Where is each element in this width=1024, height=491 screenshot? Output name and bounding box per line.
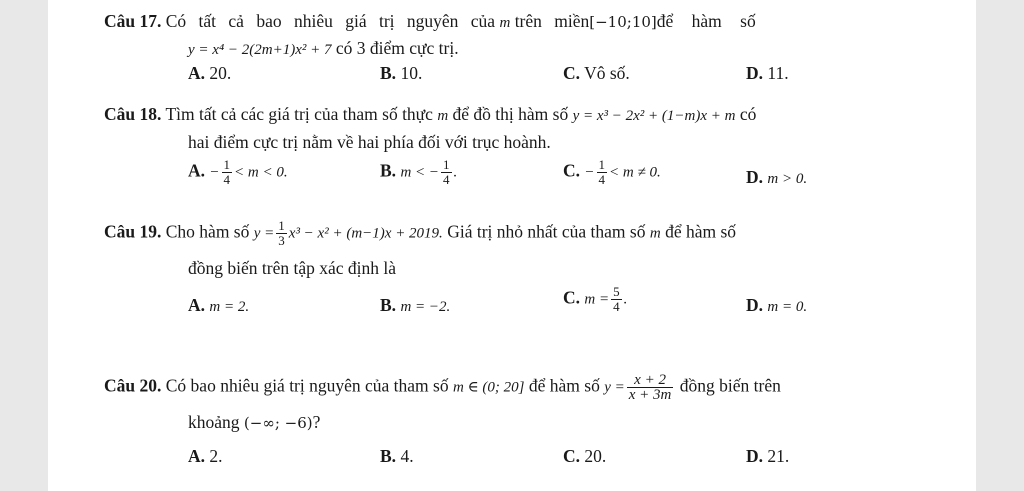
option-text: m = −2. — [400, 299, 451, 315]
option-letter: A. — [188, 295, 206, 315]
q17-formula: y = x⁴ − 2(2m+1)x² + 7 — [188, 42, 332, 58]
option-post: . — [453, 164, 458, 181]
q20-option-d[interactable] — [746, 445, 789, 467]
q17-option-a[interactable] — [188, 62, 231, 84]
q17-var: m — [499, 15, 511, 31]
option-letter: D. — [746, 167, 764, 187]
q18-text-c: có — [739, 104, 757, 124]
option-text: m > 0. — [767, 171, 808, 187]
option-letter: D. — [746, 295, 764, 315]
q17-domain: [−10;10] — [589, 13, 657, 31]
q19-text-c: để hàm số — [665, 221, 737, 242]
option-letter: A. — [188, 160, 206, 181]
q20-text2: khoảng — [188, 412, 240, 432]
q17-option-b[interactable] — [380, 62, 422, 84]
option-letter: D. — [746, 63, 764, 83]
option-letter: B. — [380, 446, 397, 466]
fraction — [222, 158, 233, 187]
q18-option-b[interactable] — [380, 158, 457, 187]
q20-option-b[interactable] — [380, 445, 414, 467]
option-text: m = 0. — [767, 299, 808, 315]
q19-option-d[interactable] — [746, 294, 807, 318]
q17-text2: có 3 điểm cực trị. — [335, 38, 459, 58]
q18-text-b: để đồ thị hàm số — [452, 104, 569, 124]
option-text: m = 2. — [209, 299, 250, 315]
q17-line2 — [188, 37, 459, 61]
option-pre: − — [209, 164, 220, 181]
q19-line2 — [188, 257, 396, 279]
fraction-numerator: 1 — [223, 157, 231, 172]
fraction — [611, 285, 622, 314]
option-letter: C. — [563, 63, 581, 83]
q20-line1 — [104, 373, 781, 402]
option-pre: − — [584, 164, 595, 181]
q20-option-a[interactable] — [188, 445, 223, 467]
fraction-numerator: 1 — [278, 218, 285, 233]
q19-option-b[interactable] — [380, 294, 450, 318]
fraction-denominator: 3 — [278, 233, 285, 248]
q20-option-c[interactable] — [563, 445, 606, 467]
option-text: 2. — [209, 446, 223, 466]
q18-option-c[interactable] — [563, 158, 661, 187]
q17-text: Có tất cả bao nhiêu giá trị nguyên của — [165, 11, 496, 31]
q18-text: Tìm tất cả các giá trị của tham số thực — [165, 104, 433, 124]
option-letter: B. — [380, 295, 397, 315]
q20-text-c: đồng biến trên — [679, 375, 781, 396]
q20-text: Có bao nhiêu giá trị nguyên của tham số — [165, 375, 449, 396]
option-text: 11. — [767, 63, 789, 83]
q19-label: Câu 19. — [104, 221, 162, 242]
q19-text: Cho hàm số — [165, 221, 250, 242]
q19-formula-pre: y = — [253, 225, 275, 242]
q18-line1 — [104, 103, 756, 127]
q18-text2: hai điểm cực trị nằm về hai phía đối với trục hoành. — [188, 132, 551, 152]
q18-label: Câu 18. — [104, 104, 162, 124]
q20-formula-pre: y = — [604, 379, 625, 396]
fraction-denominator: 4 — [598, 172, 606, 187]
option-letter: C. — [563, 160, 581, 181]
q20-text-b: để hàm số — [528, 375, 600, 396]
q19-line1 — [104, 219, 736, 248]
option-text: 20. — [584, 446, 607, 466]
fraction — [597, 158, 608, 187]
fraction-denominator: 4 — [223, 172, 231, 187]
option-pre: m = — [584, 291, 610, 308]
q19-formula-post: x³ − x² + (m−1)x + 2019. — [288, 225, 443, 242]
q19-text-b: Giá trị nhỏ nhất của tham số — [447, 221, 646, 242]
option-text: 4. — [400, 446, 414, 466]
option-pre: m < − — [400, 164, 440, 181]
q19-var: m — [649, 225, 661, 242]
fraction-numerator: x + 2 — [627, 373, 674, 388]
fraction — [441, 158, 452, 187]
q18-var: m — [437, 108, 449, 124]
fraction-denominator: 4 — [613, 299, 620, 314]
q17-option-c[interactable] — [563, 62, 630, 84]
fraction-numerator: 1 — [598, 157, 606, 172]
q20-label: Câu 20. — [104, 375, 162, 396]
q19-option-a[interactable] — [188, 294, 249, 318]
option-letter: A. — [188, 63, 206, 83]
q18-option-a[interactable] — [188, 158, 288, 187]
q20-text2b: ? — [312, 412, 321, 432]
option-letter: C. — [563, 446, 581, 466]
option-text: 10. — [400, 63, 423, 83]
option-post: < m ≠ 0. — [609, 164, 661, 181]
q20-line2 — [188, 411, 320, 434]
option-post: < m < 0. — [234, 164, 288, 181]
option-letter: A. — [188, 446, 206, 466]
fraction-numerator: 5 — [613, 284, 620, 299]
q17-option-d[interactable] — [746, 62, 789, 84]
q17-text-c: để hàm số — [656, 11, 756, 31]
fraction-numerator: 1 — [443, 157, 450, 172]
q18-line2 — [188, 131, 551, 153]
option-text: 21. — [767, 446, 790, 466]
q18-option-d[interactable] — [746, 166, 807, 190]
fraction-denominator: x + 3m — [628, 387, 672, 403]
option-text: Vô số. — [584, 63, 630, 83]
q17-text-b: trên miền — [514, 11, 590, 31]
q20-fraction — [627, 373, 674, 402]
option-letter: D. — [746, 446, 764, 466]
option-letter: C. — [563, 287, 581, 308]
q19-fraction — [276, 219, 287, 248]
q20-interval: (−∞; −6) — [243, 414, 313, 432]
q20-set: m ∈ (0; 20] — [452, 379, 525, 396]
q19-text2: đồng biến trên tập xác định là — [188, 258, 396, 278]
option-letter: B. — [380, 160, 397, 181]
option-post: . — [623, 291, 628, 308]
q18-formula: y = x³ − 2x² + (1−m)x + m — [572, 108, 736, 124]
q19-option-c[interactable] — [563, 285, 627, 314]
option-text: 20. — [209, 63, 232, 83]
q17-label: Câu 17. — [104, 11, 162, 31]
option-letter: B. — [380, 63, 397, 83]
fraction-denominator: 4 — [443, 172, 450, 187]
q17-line1 — [104, 10, 756, 34]
